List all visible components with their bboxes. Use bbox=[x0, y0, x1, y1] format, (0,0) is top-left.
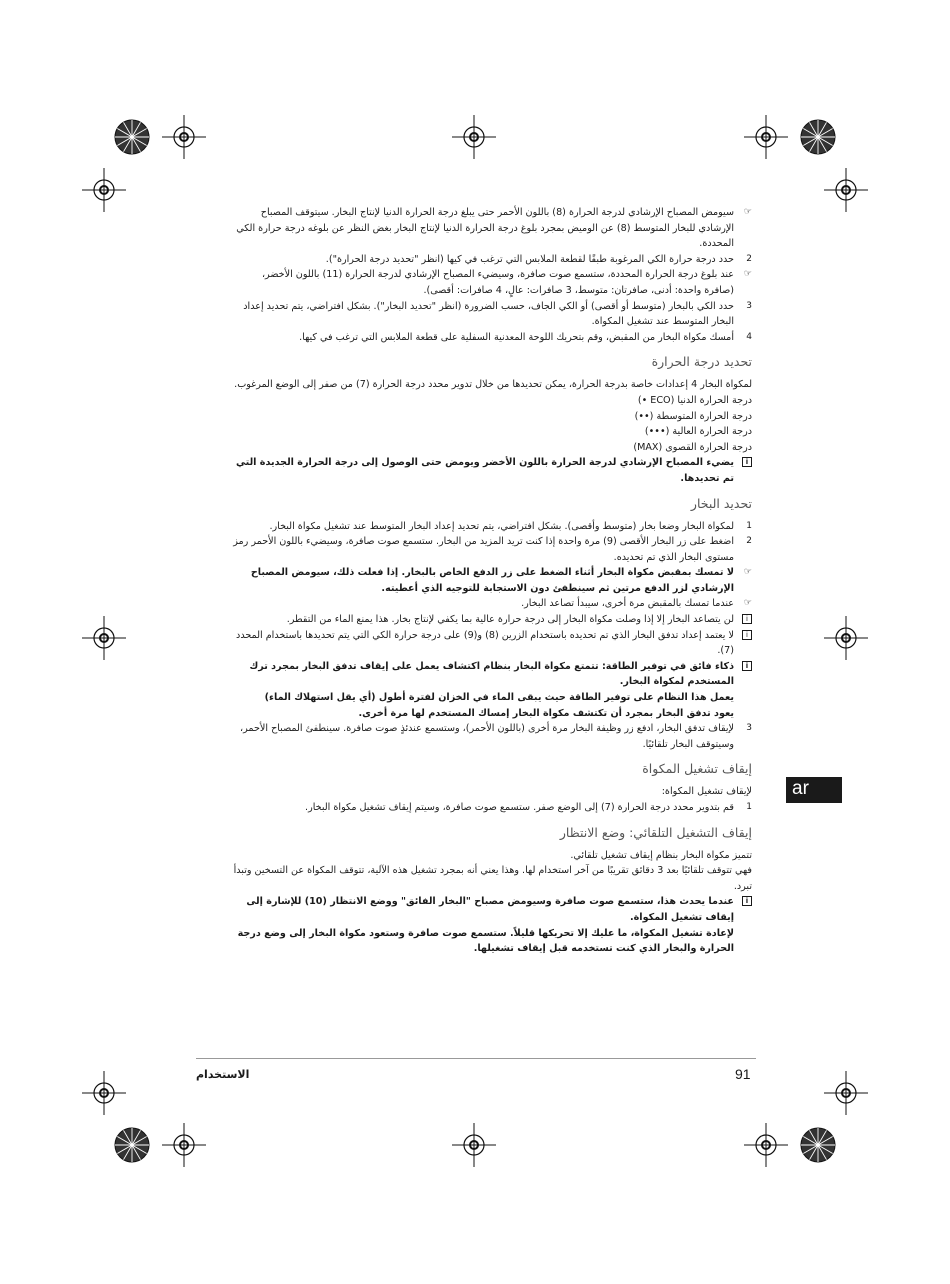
list-item bbox=[232, 612, 752, 628]
section-heading-steam: تحديد البخار bbox=[690, 495, 752, 511]
list-item-text: سيومض المصباح الإرشادي لدرجة الحرارة (8) باللون الأحمر حتى يبلغ درجة الحرارة الدنيا لإنتاج البخار. سيتوقف المصباح الإرشادي للبخار المتوسط (8) عن الوميض بمجرد بلوغ درجة الحرارة الدنيا لإنتاج البخار بغض النظر عن بلوغه درجة حرارة الكي المحددة. bbox=[236, 207, 734, 250]
info-note-text: يضيء المصباح الإرشادي لدرجة الحرارة باللون الأخضر ويومض حتى الوصول إلى درجة الحرارة الجديدة التي تم تحديدها. bbox=[235, 457, 734, 484]
energy-note-line: يعمل هذا النظام على توفير الطاقة حيث يبقى الماء في الخزان لفترة أطول (أي يقل استهلاك الماء) bbox=[264, 692, 734, 704]
info-note bbox=[232, 455, 752, 486]
auto-off-line: تتميز مكواة البخار بنظام إيقاف تشغيل تلقائي. bbox=[570, 849, 752, 861]
step-number: 1 bbox=[746, 520, 752, 531]
list-item bbox=[232, 565, 752, 596]
info-box-icon: i bbox=[734, 628, 752, 644]
info-box-icon: i bbox=[734, 894, 752, 910]
footer-rule bbox=[196, 1058, 756, 1059]
energy-note-line: يعود تدفق البخار بمجرد أن تكتشف مكواة البخار إمساك المستخدم لها مرة أخرى. bbox=[358, 707, 734, 719]
section-heading-stop: إيقاف تشغيل المكواة bbox=[642, 761, 752, 777]
list-item bbox=[232, 205, 752, 252]
list-item-text: لا تمسك بمقبض مكواة البخار أثناء الضغط على زر الدفع الخاص بالبخار. إذا فعلت ذلك، سيومض المصباح الإرشادي لزر الدفع مرتين ثم سينطفئ دون الاستجابة للتوجيه الذي أعطيته. bbox=[250, 567, 734, 594]
temperature-level: درجة الحرارة المتوسطة (••) bbox=[634, 410, 752, 422]
list-item-text: اضغط على زر البخار الأقصى (9) مرة واحدة إذا كنت تريد المزيد من البخار. ستسمع صوت صافرة، وسيضيء باللون الأحمر رمز مستوى البخار الذي تم تحديده. bbox=[233, 536, 734, 563]
info-note-text: لإعادة تشغيل المكواة، ما عليك إلا تحريكها قليلاً. ستسمع صوت صافرة وستعود مكواة البخار إلى وضع درجة الحرارة والبخار الذي كنت تستخدمه قبل إيقاف تشغيلها. bbox=[237, 927, 734, 955]
list-item-text: حدد درجة حرارة الكي المرغوبة طبقًا لقطعة الملابس التي ترغب في كيها (انظر "تحديد درجة الحرارة"). bbox=[325, 253, 734, 265]
list-item-text: لا يعتمد إعداد تدفق البخار الذي تم تحديده باستخدام الزرين (8) و(9) على درجة حرارة الكي التي يتم تحديدها باستخدام المحدد (7). bbox=[236, 629, 734, 657]
temperature-levels bbox=[232, 393, 752, 455]
list-item bbox=[232, 519, 752, 535]
auto-off-line: فهي تتوقف تلقائيًا بعد 3 دقائق تقريبًا من آخر استخدام لها. وهذا يعني أنه بمجرد تشغيل هذه الآلية، تتوقف المكواة عن التسخين وتبدأ تبرد. bbox=[233, 865, 752, 892]
list-item bbox=[232, 252, 752, 268]
main-content bbox=[232, 205, 752, 957]
temperature-level: درجة الحرارة الدنيا (ECO •) bbox=[637, 394, 752, 406]
hand-tip-icon: ☞ bbox=[743, 567, 752, 578]
step-number: 2 bbox=[746, 253, 752, 264]
list-item bbox=[232, 690, 752, 706]
step-number: 3 bbox=[746, 300, 752, 311]
list-item bbox=[232, 534, 752, 565]
list-item bbox=[232, 628, 752, 659]
temperature-level: درجة الحرارة العالية (•••) bbox=[644, 426, 752, 438]
temperature-intro: لمكواة البخار 4 إعدادات خاصة بدرجة الحرارة، يمكن تحديدها من خلال تدوير محدد درجة الحرارة (7) من صفر إلى الوضع المرغوب. bbox=[234, 379, 752, 391]
list-item-text: ذكاء فائق في توفير الطاقة: تتمتع مكواة البخار بنظام اكتشاف يعمل على إيقاف تدفق البخار بمجرد ترك المستخدم لمكواة البخار. bbox=[249, 660, 734, 688]
list-item bbox=[232, 659, 752, 690]
list-item-text: لمكواة البخار وضعا بخار (متوسط وأقصى). بشكل افتراضي، يتم تحديد إعداد البخار المتوسط عند تشغيل مكواة البخار. bbox=[269, 520, 734, 532]
step-number: 2 bbox=[746, 536, 752, 547]
info-box-icon: i bbox=[734, 455, 752, 471]
list-item bbox=[232, 721, 752, 752]
list-item bbox=[232, 706, 752, 722]
list-item-text: أمسك مكواة البخار من المقبض، وقم بتحريك اللوحة المعدنية السفلية على قطعة الملابس التي ترغب في كيها. bbox=[299, 331, 734, 343]
info-note-text: عندما يحدث هذا، ستسمع صوت صافرة وسيومض مصباح "البخار الفائق" ووضع الانتظار (10) للإشارة إلى إيقاف تشغيل المكواة. bbox=[246, 896, 734, 923]
list-item-text: قم بتدوير محدد درجة الحرارة (7) إلى الوضع صفر. ستسمع صوت صافرة، وسيتم إيقاف تشغيل مكواة البخار. bbox=[305, 802, 734, 813]
steam-list bbox=[232, 519, 752, 753]
list-item-text: حدد الكي بالبخار (متوسط أو أقصى) أو الكي الجاف، حسب الضرورة (انظر "تحديد البخار"). بشكل افتراضي، يتم تحديد إعداد البخار المتوسط عند تشغيل المكواة. bbox=[243, 300, 734, 328]
list-item bbox=[232, 596, 752, 612]
list-item bbox=[232, 330, 752, 346]
list-item-text: لن يتصاعد البخار إلا إذا وصلت مكواة البخار إلى درجة حرارة عالية بما يكفي لإنتاج بخار. هذا يمنع الماء من التقطر. bbox=[286, 614, 734, 626]
temperature-level: درجة الحرارة القصوى (MAX) bbox=[633, 441, 752, 453]
hand-tip-icon: ☞ bbox=[743, 207, 752, 217]
list-item bbox=[232, 267, 752, 298]
info-note bbox=[232, 894, 752, 925]
step-number: 4 bbox=[746, 331, 752, 342]
hand-tip-icon: ☞ bbox=[743, 269, 752, 280]
list-item bbox=[232, 299, 752, 330]
info-box-icon: i bbox=[734, 612, 752, 628]
section-heading-auto-off: إيقاف التشغيل التلقائي: وضع الانتظار bbox=[559, 824, 752, 840]
footer-title: الاستخدام bbox=[196, 1068, 250, 1081]
section-heading-temperature: تحديد درجة الحرارة bbox=[651, 354, 752, 370]
stop-intro: لإيقاف تشغيل المكواة: bbox=[661, 786, 752, 798]
page-number: 91 bbox=[735, 1066, 751, 1082]
intro-list bbox=[232, 205, 752, 345]
info-box-icon: i bbox=[734, 659, 752, 675]
list-item-text: لإيقاف تدفق البخار، ادفع زر وظيفة البخار مرة أخرى (باللون الأحمر)، وستسمع عندئذٍ صوت صافرة. سينطفئ المصباح الأحمر، وسيتوقف البخار تلقائيًا. bbox=[240, 723, 734, 750]
list-item-text: عندما تمسك بالمقبض مرة أخرى، سيبدأ تصاعد البخار. bbox=[521, 598, 734, 610]
list-item bbox=[232, 800, 752, 816]
info-note-continued bbox=[232, 926, 752, 957]
list-item-text: عند بلوغ درجة الحرارة المحددة، ستسمع صوت صافرة، وسيضيء المصباح الإرشادي لدرجة الحرارة (11) باللون الأخضر، (صافرة واحدة: أدنى، صافرتان: متوسط، 3 صافرات: عالٍ، 4 صافرات: أقصى). bbox=[261, 269, 734, 296]
step-number: 1 bbox=[746, 802, 752, 812]
step-number: 3 bbox=[746, 723, 752, 734]
hand-tip-icon: ☞ bbox=[743, 598, 752, 609]
language-tab: ar bbox=[786, 777, 842, 803]
